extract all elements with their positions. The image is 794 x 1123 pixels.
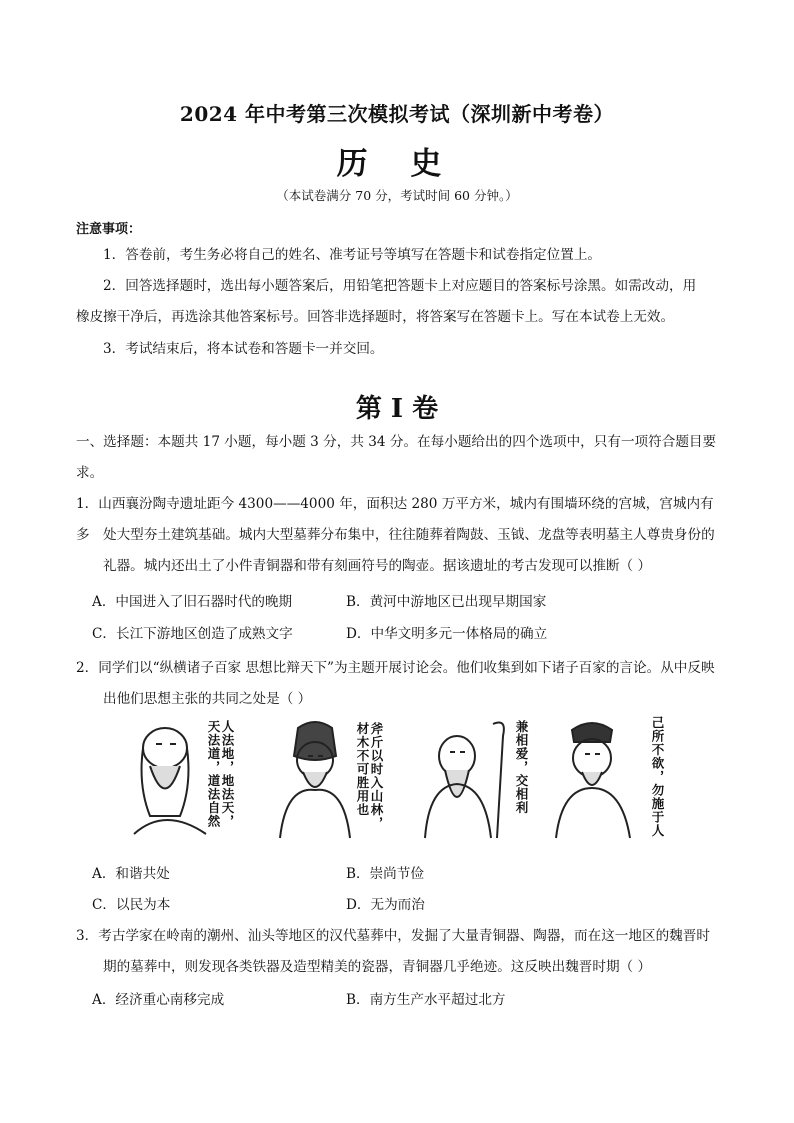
notice-item: 1．答卷前，考生务必将自己的姓名、准考证号等填写在答题卡和试卷指定位置上。 [103, 247, 602, 263]
question-3-text: 3．考古学家在岭南的潮州、汕头等地区的汉代墓葬中，发掘了大量青铜器、陶器，而在这一地区的魏晋时 [76, 928, 710, 944]
quote-mozi: 兼相爱，交相利 [514, 720, 529, 815]
question-2-text: 出他们思想主张的共同之处是（ ） [103, 691, 312, 707]
laozi-figure [134, 728, 206, 834]
mencius-figure [280, 722, 350, 838]
q2-option-d[interactable]: D．无为而治 [346, 897, 425, 913]
quote-confucius: 己所不欲，勿施于人 [650, 716, 665, 838]
quote-mencius: 斧斤以时入山林，材木不可胜用也 [355, 722, 384, 830]
section-instructions: 求。 [76, 465, 104, 481]
question-1-text: 处大型夯土建筑基础。城内大型墓葬分布集中，往往随葬着陶鼓、玉钺、龙盘等表明墓主人尊贵身份的 [103, 527, 715, 543]
confucius-figure [556, 723, 630, 838]
q1-option-d[interactable]: D．中华文明多元一体格局的确立 [346, 626, 548, 642]
q2-option-c[interactable]: C．以民为本 [92, 897, 171, 913]
q3-option-b[interactable]: B．南方生产水平超过北方 [346, 992, 506, 1008]
quote-laozi: 人法地，地法天，天法道，道法自然 [206, 720, 235, 828]
philosophers-illustration [120, 716, 672, 844]
q1-option-c[interactable]: C．长江下游地区创造了成熟文字 [92, 626, 293, 642]
q2-option-b[interactable]: B．崇尚节俭 [346, 866, 424, 882]
mozi-figure [425, 723, 504, 839]
notice-heading: 注意事项： [76, 222, 142, 237]
exam-title: 2024 年中考第三次模拟考试（深圳新中考卷） [179, 102, 615, 126]
q1-option-a[interactable]: A．中国进入了旧石器时代的晚期 [92, 594, 293, 610]
q1-option-b[interactable]: B．黄河中游地区已出现早期国家 [346, 594, 547, 610]
q2-option-a[interactable]: A．和谐共处 [92, 866, 170, 882]
notice-item: 橡皮擦干净后，再选涂其他答案标号。回答非选择题时，将答案写在答题卡上。写在本试卷上无效。 [76, 309, 675, 325]
question-1-text: 1．山西襄汾陶寺遗址距今 4300——4000 年，面积达 280 万平方米，城内有围墙环绕的宫城，宫城内有多 [76, 496, 714, 543]
section-title: 第 I 卷 [355, 394, 439, 424]
philosophers-drawing [120, 716, 672, 844]
subject-title: 历 史 [336, 146, 458, 182]
exam-info: （本试卷满分 70 分，考试时间 60 分钟。） [276, 188, 518, 203]
notice-item: 2．回答选择题时，选出每小题答案后，用铅笔把答题卡上对应题目的答案标号涂黑。如需改动，用 [103, 278, 697, 294]
question-3-text: 期的墓葬中，则发现各类铁器及造型精美的瓷器，青铜器几乎绝迹。这反映出魏晋时期（ ） [103, 959, 652, 975]
question-1-text: 礼器。城内还出土了小件青铜器和带有刻画符号的陶壶。据该遗址的考古发现可以推断（ ） [103, 558, 652, 574]
notice-item: 3．考试结束后，将本试卷和答题卡一并交回。 [103, 341, 384, 357]
question-2-text: 2．同学们以“纵横诸子百家 思想比辩天下”为主题开展讨论会。他们收集到如下诸子百家的言论。从中反映 [76, 660, 715, 676]
section-instructions: 一、选择题：本题共 17 小题，每小题 3 分，共 34 分。在每小题给出的四个选项中，只有一项符合题目要 [76, 434, 717, 450]
q3-option-a[interactable]: A．经济重心南移完成 [92, 992, 225, 1008]
